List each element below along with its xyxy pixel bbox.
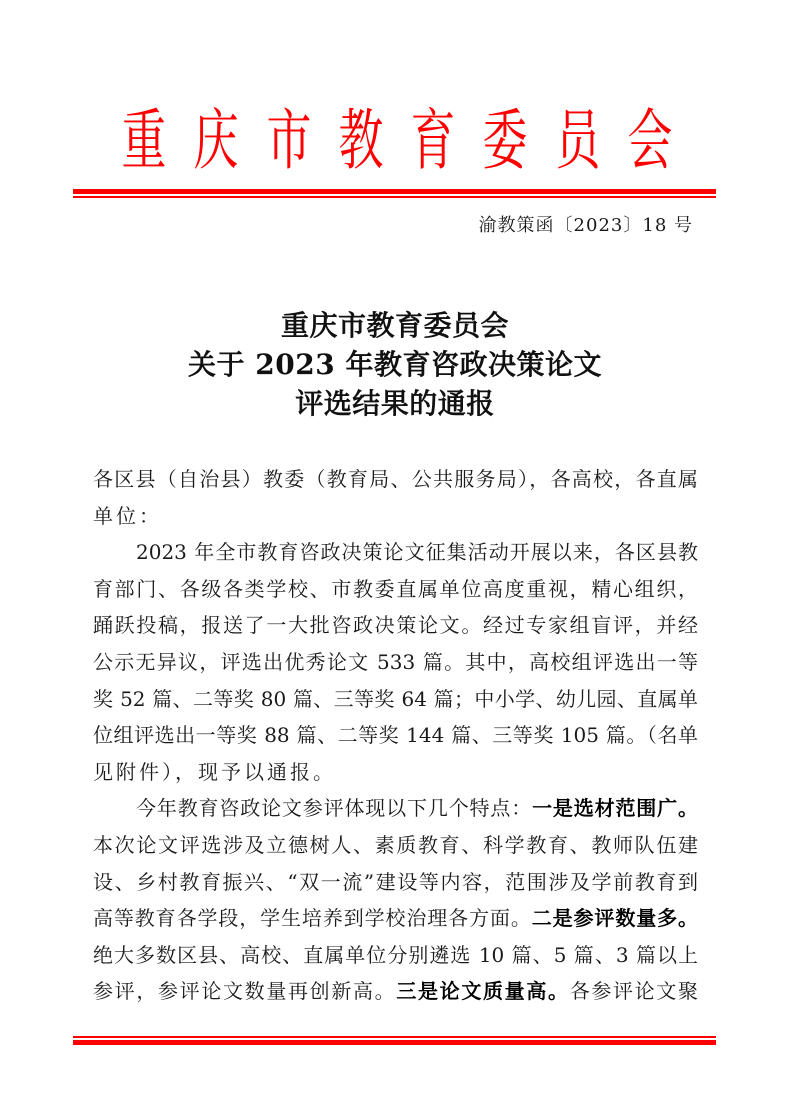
body-line (93, 973, 698, 1010)
body-line: 踊跃投稿，报送了一大批咨政决策论文。经过专家组盲评，并经 (93, 613, 698, 638)
body-line (93, 900, 698, 937)
masthead-char: 重 (121, 102, 167, 179)
highlight-point-2: 二是参评数量多。 (531, 906, 698, 931)
body-text: 各参评论文聚 (569, 979, 699, 1004)
masthead-char: 庆 (193, 102, 239, 179)
footer-red-rule-thin (73, 1036, 716, 1038)
header-red-rule-thin (73, 196, 716, 198)
masthead-char: 市 (266, 102, 312, 179)
title-line-1: 重庆市教育委员会 (280, 309, 509, 342)
body-line: 设、乡村教育振兴、“双一流”建设等内容，范围涉及学前教育到 (93, 869, 698, 894)
masthead (73, 98, 716, 184)
masthead-title (111, 98, 683, 184)
body-line: 单位： (93, 503, 162, 528)
document-body (93, 461, 698, 1010)
body-line (93, 790, 698, 827)
header-red-rule-thick (73, 189, 716, 194)
body-text: 参评，参评论文数量再创新高。 (93, 979, 397, 1004)
body-text: 今年教育咨政论文参评体现以下几个特点： (136, 796, 533, 821)
body-line: 位组评选出一等奖 88 篇、二等奖 144 篇、三等奖 105 篇。（名单 (93, 723, 698, 748)
title-line-2: 关于 2023 年教育咨政决策论文 (188, 348, 602, 381)
salutation (93, 461, 698, 534)
footer-red-rule-thick (73, 1040, 716, 1045)
masthead-char: 员 (555, 102, 601, 179)
body-line: 育部门、各级各类学校、市教委直属单位高度重视，精心组织， (93, 576, 698, 601)
body-text: 高等教育各学段，学生培养到学校治理各方面。 (93, 906, 532, 931)
masthead-char: 育 (410, 102, 456, 179)
paragraph-2 (93, 790, 698, 1010)
body-line: 本次论文评选涉及立德树人、素质教育、科学教育、教师队伍建 (93, 832, 698, 857)
highlight-point-1: 一是选材范围广。 (532, 796, 699, 821)
body-line: 奖 52 篇、二等奖 80 篇、三等奖 64 篇；中小学、幼儿园、直属单 (93, 686, 698, 711)
masthead-char: 会 (627, 102, 673, 179)
title-line-3: 评选结果的通报 (295, 387, 495, 420)
document-number: 渝教策函〔2023〕18 号 (478, 215, 693, 236)
masthead-char: 教 (338, 102, 384, 179)
masthead-char: 委 (482, 102, 528, 179)
body-line: 公示无异议，评选出优秀论文 533 篇。其中，高校组评选出一等 (93, 649, 698, 674)
highlight-point-3: 三是论文质量高。 (396, 979, 570, 1004)
document-title (0, 306, 790, 423)
body-line: 见附件），现予以通报。 (93, 759, 336, 784)
body-line: 2023 年全市教育咨政决策论文征集活动开展以来，各区县教 (136, 540, 698, 565)
body-line: 绝大多数区县、高校、直属单位分别遴选 10 篇、5 篇、3 篇以上 (93, 942, 698, 967)
body-line: 各区县（自治县）教委（教育局、公共服务局），各高校，各直属 (93, 467, 698, 491)
paragraph-1 (93, 534, 698, 790)
